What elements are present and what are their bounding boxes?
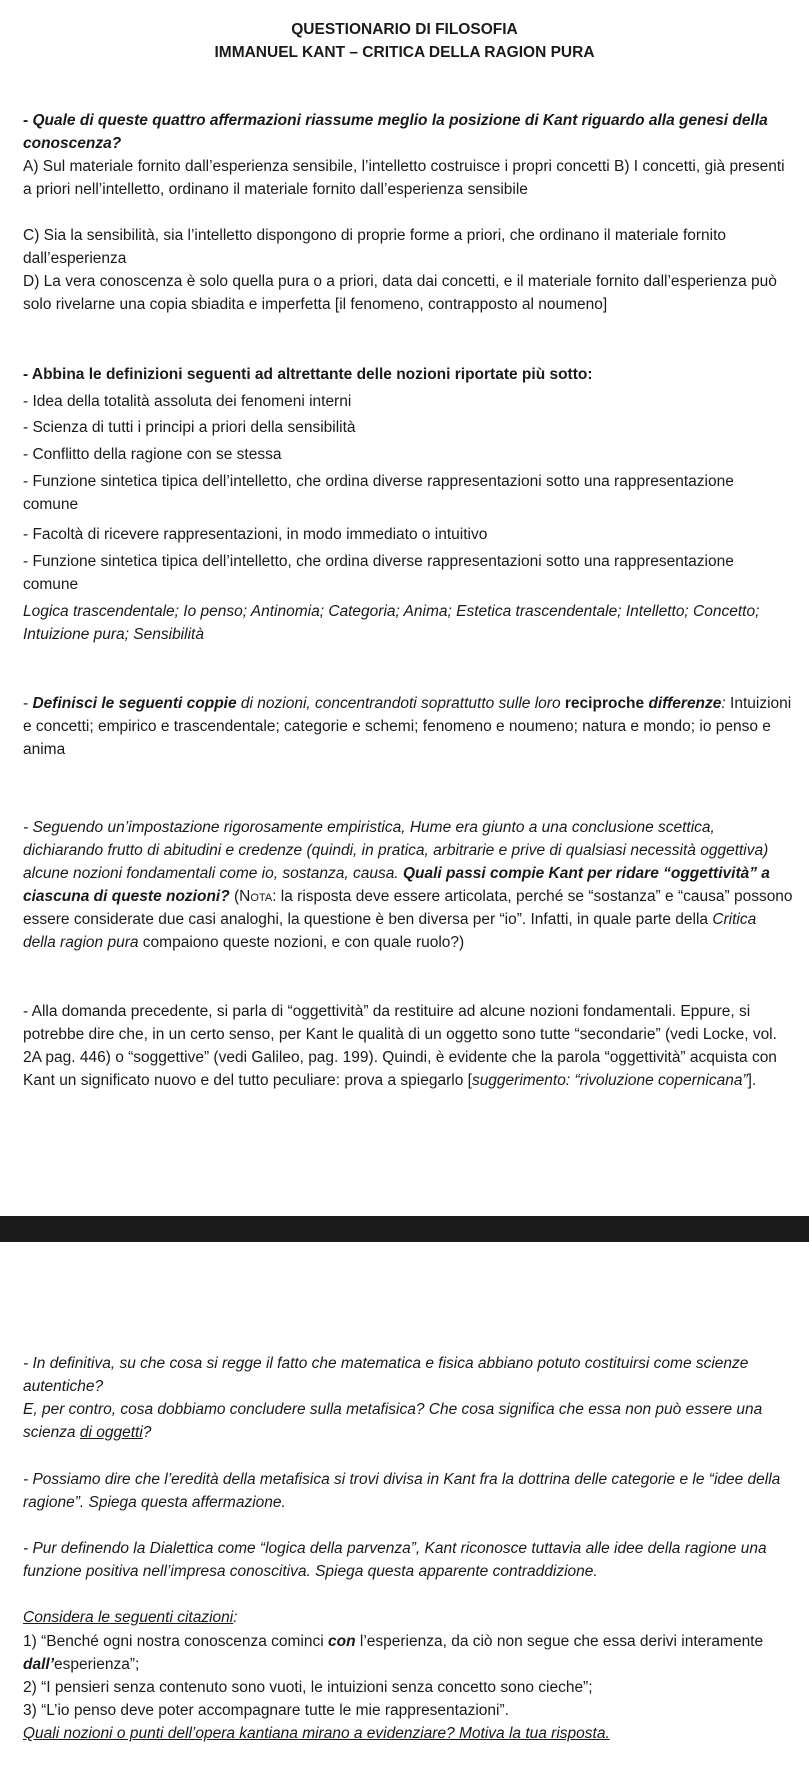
q4-text1: : la risposta deve essere articolata, perché se “sostanza” e “causa” possono essere considerate due casi analoghi, la questione è ben diversa per “io”. Infatti, in quale parte della — [23, 888, 793, 928]
q9-c1d: dall’ — [23, 1656, 55, 1673]
q4-work: Critica della ragion pura — [23, 911, 757, 951]
q4-open: ( — [229, 888, 240, 905]
definition-item: - Funzione sintetica tipica dell’intelletto, che ordina diverse rappresentazioni sotto una rappresentazione comune — [23, 553, 734, 593]
q5-close: ]. — [747, 1072, 757, 1089]
document-title: QUESTIONARIO DI FILOSOFIA — [291, 21, 518, 38]
question-5 — [23, 1000, 793, 1092]
definition-item: - Funzione sintetica tipica dell’intelletto, che ordina diverse rappresentazioni sotto una rappresentazione comune — [23, 473, 734, 513]
option-c: C) Sia la sensibilità, sia l’intelletto dispongono di proprie forme a priori, che ordinano il materiale fornito dall’esperienza — [23, 227, 727, 267]
q9-heading: Considera le seguenti citazioni — [23, 1609, 234, 1626]
quotation-1 — [23, 1630, 793, 1676]
q4-nota: Nota — [239, 888, 273, 905]
definition-item: - Conflitto della ragione con se stessa — [23, 446, 282, 463]
q4-question: Quali passi compie Kant per ridare “oggettività” a ciascuna di queste nozioni? — [23, 865, 770, 905]
question-3 — [23, 692, 793, 761]
q9-c1e: esperienza”; — [54, 1656, 140, 1673]
document-subtitle: IMMANUEL KANT – CRITICA DELLA RAGION PURA — [214, 44, 595, 61]
q5-text: - Alla domanda precedente, si parla di “oggettività” da restituire ad alcune nozioni fondamentali. Eppure, si potrebbe dire che, in un certo senso, per Kant le qualità di un oggetto sono tutte “secondarie” (vedi Locke, vol. 2A pag. 446) o “soggettive” (vedi Galileo, pag. 199). Quindi, è evidente che la parola “oggettività” acquista con Kant un significato nuovo e del tutto peculiare: prova a spiegarlo [ — [23, 1003, 777, 1089]
q6-underlined: di oggetti — [79, 1424, 143, 1441]
q4-intro: - Seguendo un’impostazione rigorosamente empiristica, Hume era giunto a una conclusione scettica, dichiarando frutto di abitudini e credenze (quindi, in pratica, arbitrarie e prive di qualsiasi necessità oggettiva) alcune nozioni fondamentali come io, sostanza, causa. — [23, 819, 769, 882]
q3-bold2: differenze — [648, 695, 722, 712]
definition-item: - Scienza di tutti i principi a priori della sensibilità — [23, 419, 356, 436]
question-6-part-2 — [23, 1398, 793, 1444]
q3-lead: Definisci le seguenti coppie — [32, 695, 237, 712]
q3-rest: Intuizioni e concetti; empirico e trascendentale; categorie e schemi; fenomeno e noumeno; natura e mondo; io penso e anima — [23, 695, 792, 758]
q9-colon: : — [233, 1609, 238, 1626]
q5-hint: suggerimento: “rivoluzione copernicana” — [471, 1072, 748, 1089]
definition-item: - Idea della totalità assoluta dei fenomeni interni — [23, 393, 352, 410]
q9-c1b: con — [328, 1633, 356, 1650]
q4-text2: compaiono queste nozioni, e con quale ruolo?) — [138, 934, 465, 951]
q3-colon: : — [721, 695, 726, 712]
question-8: - Pur definendo la Dialettica come “logica della parvenza”, Kant riconosce tuttavia alle idee della ragione una funzione positiva nell’impresa conoscitiva. Spiega questa apparente contraddizione. — [23, 1540, 767, 1580]
final-question: Quali nozioni o punti dell’opera kantiana mirano a evidenziare? Motiva la tua risposta. — [23, 1725, 610, 1742]
option-a: A) Sul materiale fornito dall’esperienza sensibile, l’intelletto costruisce i propri concetti B) I concetti, già presenti a priori nell’intelletto, ordinano il materiale fornito dall’esperienza sensibile — [23, 158, 785, 198]
question-1: - Quale di queste quattro affermazioni riassume meglio la posizione di Kant riguardo alla genesi della conoscenza? — [23, 112, 768, 152]
quotation-2: 2) “I pensieri senza contenuto sono vuoti, le intuizioni senza concetto sono cieche”; — [23, 1679, 593, 1696]
question-2: - Abbina le definizioni seguenti ad altrettante delle nozioni riportate più sotto: — [23, 366, 593, 383]
q6-end: ? — [142, 1424, 152, 1441]
definition-item: - Facoltà di ricevere rappresentazioni, in modo immediato o intuitivo — [23, 526, 488, 543]
page-divider — [0, 1216, 809, 1242]
option-d: D) La vera conoscenza è solo quella pura o a priori, data dai concetti, e il materiale fornito dall’esperienza può solo rivelarne una copia sbiadita e imperfetta [il fenomeno, contrapposto al noumeno] — [23, 273, 777, 313]
quotations-heading — [23, 1606, 793, 1629]
q3-dash: - — [23, 695, 33, 712]
quotation-3: 3) “L’io penso deve poter accompagnare tutte le mie rappresentazioni”. — [23, 1702, 509, 1719]
q3-bold1: reciproche — [564, 695, 645, 712]
q3-mid: di nozioni, concentrandoti soprattutto sulle loro — [236, 695, 565, 712]
q6-line2: E, per contro, cosa dobbiamo concludere sulla metafisica? Che cosa significa che essa non può essere una scienza — [23, 1401, 763, 1441]
q9-c1c: l’esperienza, da ciò non segue che essa derivi interamente — [355, 1633, 764, 1650]
question-4 — [23, 816, 793, 954]
question-6-part-1: - In definitiva, su che cosa si regge il fatto che matematica e fisica abbiano potuto costituirsi come scienze autentiche? — [23, 1355, 749, 1395]
question-7: - Possiamo dire che l’eredità della metafisica si trovi divisa in Kant fra la dottrina delle categorie e le “idee della ragione”. Spiega questa affermazione. — [23, 1471, 781, 1511]
q9-c1a: 1) “Benché ogni nostra conoscenza cominci — [23, 1633, 328, 1650]
notions-list: Logica trascendentale; Io penso; Antinomia; Categoria; Anima; Estetica trascendentale; Intelletto; Concetto; Intuizione pura; Sensibilità — [23, 603, 760, 643]
